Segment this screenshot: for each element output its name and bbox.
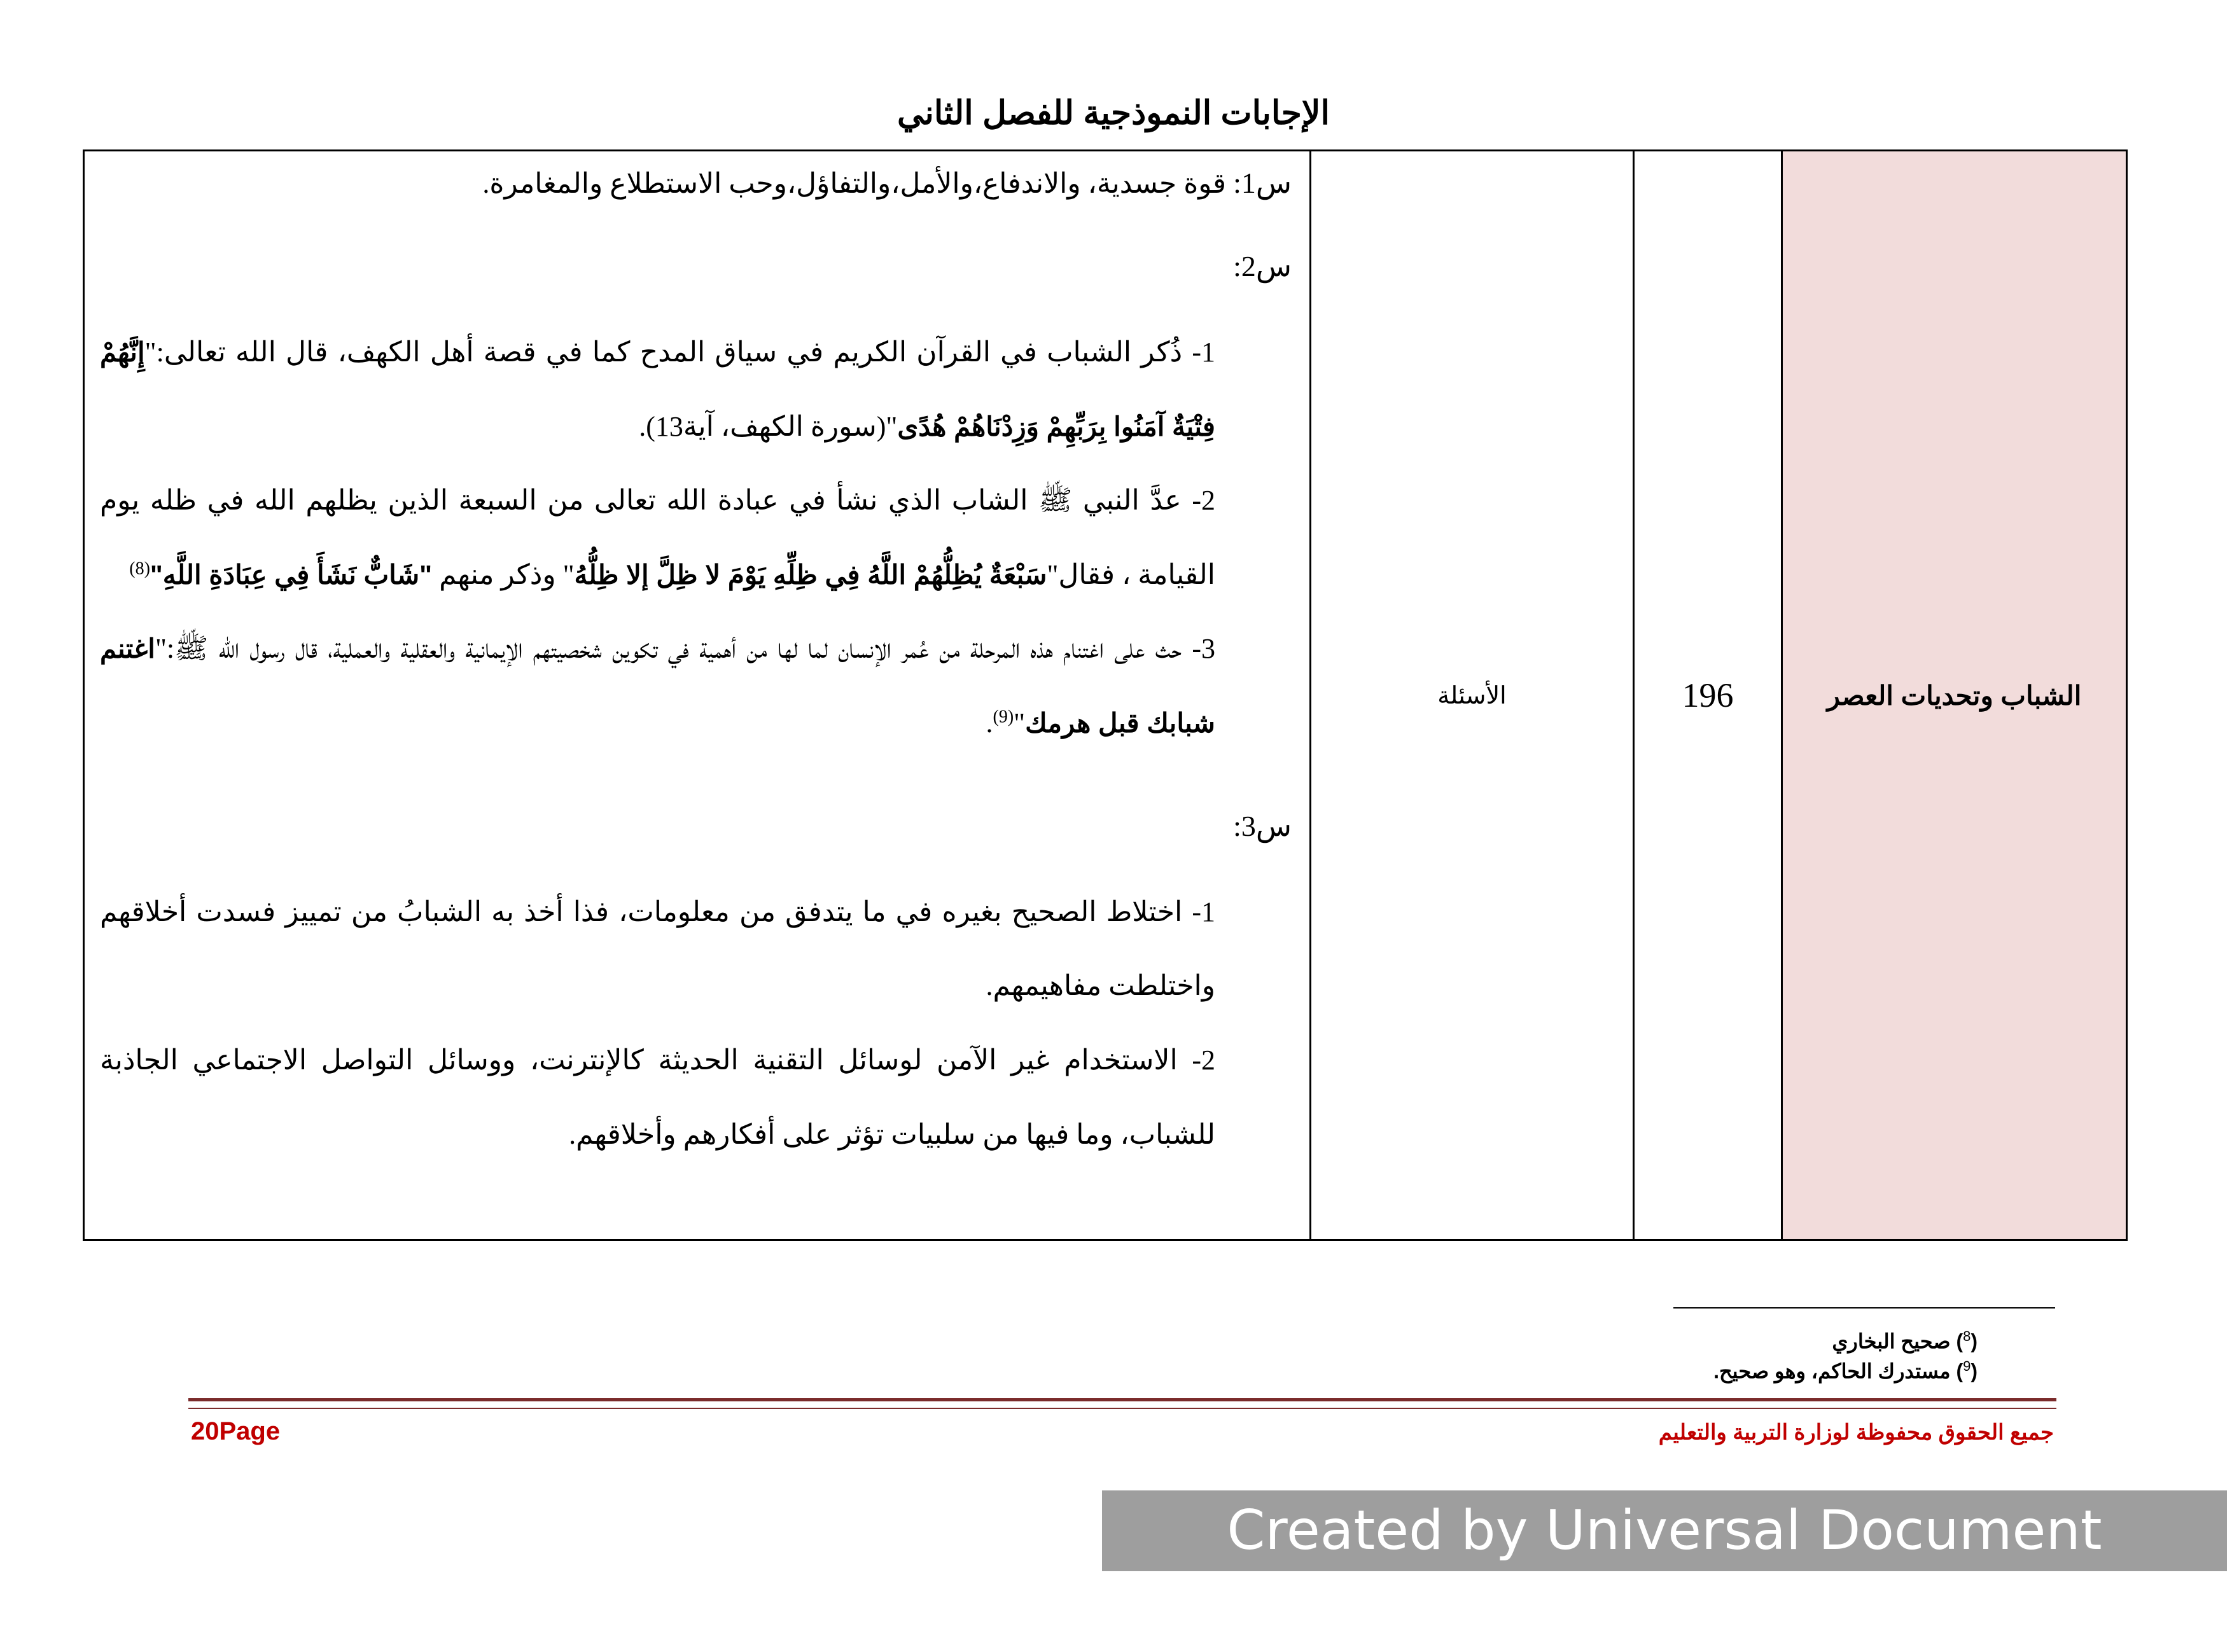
hadith-quote: سَبْعَةٌ يُظِلُّهُمْ اللَّهُ فِي ظِلِّهِ يَوْمَ لا ظِلَّ إلا ظِلُّهُ	[574, 559, 1047, 590]
footer-divider	[188, 1398, 2056, 1409]
hadith-quote: "شَابٌّ نَشَأَ فِي عِبَادَةِ اللَّهِ"	[150, 559, 433, 590]
answer-text: .	[986, 707, 993, 739]
answer-item	[100, 612, 1292, 760]
table-row	[84, 151, 2127, 1240]
content-type-cell: الأسئلة	[1311, 151, 1634, 1240]
footnote-text: صحيح البخاري	[1832, 1329, 1951, 1353]
quran-quote: إِنَّهُمْ فِتْيَةٌ آمَنُوا بِرَبِّهِمْ وَزِدْنَاهُمْ هُدًى	[100, 337, 1215, 441]
answers-cell	[84, 151, 1311, 1240]
footnote-text: مستدرك الحاكم، وهو صحيح.	[1713, 1359, 1951, 1383]
answer-item: 1- اختلاط الصحيح بغيره في ما يتدفق من معلومات، فذا أخذ به الشبابُ من تمييز فسدت أخلاقهم واختلطت مفاهيمهم.	[100, 896, 1215, 1002]
footnote: ($^9$) مستدرك الحاكم، وهو صحيح.	[1713, 1358, 1977, 1383]
answer-item	[100, 316, 1292, 464]
copyright-notice: جميع الحقوق محفوظة لوزارة التربية والتعليم	[1658, 1420, 2054, 1445]
answers-table	[83, 149, 2128, 1241]
page-title: الإجابات النموذجية للفصل الثاني	[897, 95, 1330, 132]
page-label: 20Page	[191, 1417, 281, 1445]
answer-text: 1- ذُكر الشباب في القرآن الكريم في سياق المدح كما في قصة أهل الكهف، قال الله تعالى:"	[144, 336, 1215, 368]
answer-q1	[100, 165, 1292, 201]
footnote-ref: (8)	[129, 559, 150, 579]
answer-text: "	[1014, 707, 1026, 739]
answer-item	[100, 464, 1292, 612]
footnote-mark: 8	[1963, 1328, 1971, 1344]
footnote-divider	[1673, 1307, 2055, 1308]
answer-item: 2- الاستخدام غير الآمن لوسائل التقنية الحديثة كالإنترنت، ووسائل التواصل الاجتماعي الجاذبة للشباب، وما فيها من سلبيات تؤثر على أفكارهم وأخلاقهم.	[100, 1044, 1215, 1150]
page-number-cell: 196	[1634, 151, 1782, 1240]
answer-text: 2- عدَّ النبي ﷺ الشاب الذي نشأ في عبادة الله تعالى من السبعة الذين يظلهم الله في ظله يوم القيامة ، فقال"	[100, 485, 1215, 590]
answer-text: قوة جسدية، والاندفاع،والأمل،والتفاؤل،وحب الاستطلاع والمغامرة.	[482, 168, 1227, 199]
answers-body	[100, 165, 1292, 1172]
converter-banner: Created by Universal Document Converter	[1102, 1490, 2227, 1571]
footnote: ($^8$) صحيح البخاري	[1832, 1328, 1977, 1353]
question-label: س2:	[1233, 249, 1292, 282]
question-label: س3:	[1233, 809, 1292, 842]
question-label: س1:	[1233, 167, 1292, 199]
footnote-mark: 9	[1963, 1358, 1971, 1375]
answer-text: " وذكر منهم	[432, 559, 575, 590]
hadith-quote: اغتنم شبابك قبل هرمك	[100, 634, 1215, 738]
lesson-title-cell: الشباب وتحديات العصر	[1782, 151, 2127, 1240]
footnotes	[1713, 1326, 1977, 1386]
footnote-ref: (9)	[993, 707, 1014, 727]
answer-text: 3- حث على اغتنام هذه المرحلة من عُمر الإنسان لما لها من أهمية في تكوين شخصيتهم الإيمانية والعقلية والعملية، قال رسول الله ﷺ:"	[155, 633, 1215, 665]
answer-text: "(سورة الكهف، آية13).	[639, 410, 898, 442]
